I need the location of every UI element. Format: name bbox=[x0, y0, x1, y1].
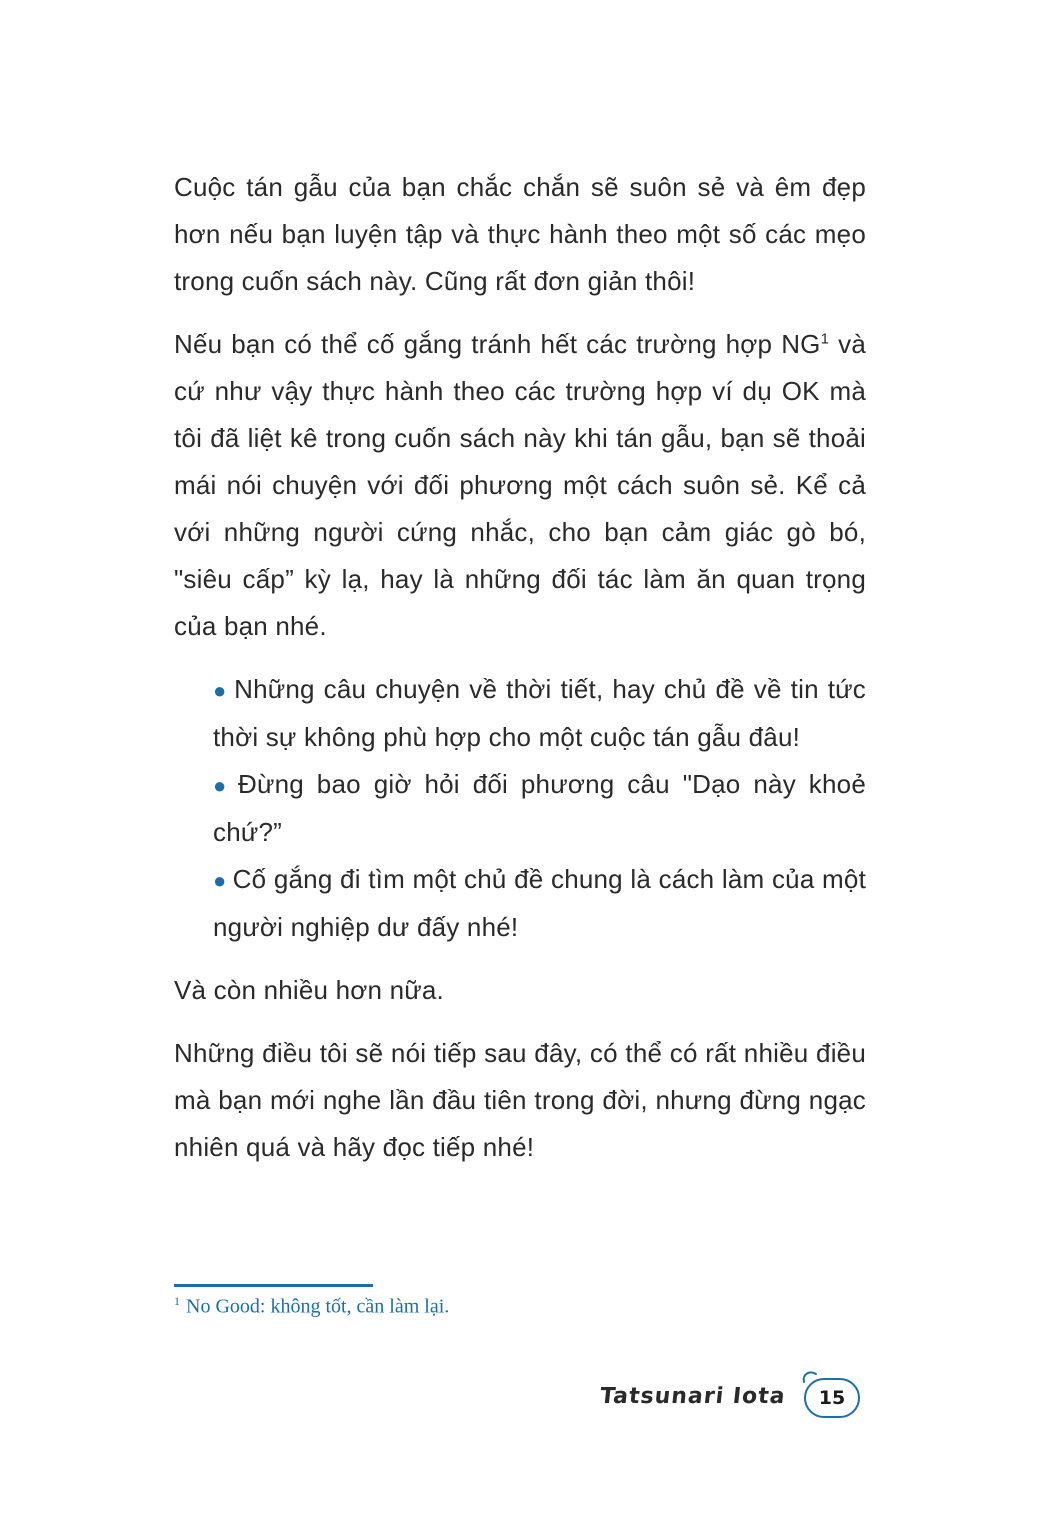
list-item-text: Đừng bao giờ hỏi đối phương câu "Dạo này khoẻ chứ?” bbox=[213, 769, 866, 847]
paragraph-ng-lead: Nếu bạn có thể cố gắng tránh hết các trường hợp NG bbox=[174, 329, 821, 359]
bullet-icon: ● bbox=[213, 868, 227, 893]
paragraph-more: Và còn nhiều hơn nữa. bbox=[174, 975, 444, 1005]
bullet-icon: ● bbox=[213, 773, 232, 798]
tips-list bbox=[174, 666, 866, 951]
page-number: 15 bbox=[818, 1387, 846, 1409]
footnote-ref[interactable]: 1 bbox=[820, 330, 830, 348]
footnote-divider bbox=[174, 1284, 373, 1287]
page-number-badge bbox=[804, 1378, 860, 1418]
footnote bbox=[174, 1294, 449, 1319]
paragraph-intro: Cuộc tán gẫu của bạn chắc chắn sẽ suôn sẻ và êm đẹp hơn nếu bạn luyện tập và thực hành theo một số các mẹo trong cuốn sách này. Cũng rất đơn giản thôi! bbox=[174, 172, 866, 296]
list-item-text: Những câu chuyện về thời tiết, hay chủ đề về tin tức thời sự không phù hợp cho một cuộc tán gẫu đâu! bbox=[213, 674, 866, 752]
page-body bbox=[174, 164, 866, 1187]
paragraph-ng-rest: và cứ như vậy thực hành theo các trường hợp ví dụ OK mà tôi đã liệt kê trong cuốn sách này khi tán gẫu, bạn sẽ thoải mái nói chuyện với đối phương một cách suôn sẻ. Kể cả với những người cứng nhắc, cho bạn cảm giác gò bó, "siêu cấp” kỳ lạ, hay là những đối tác làm ăn quan trọng của bạn nhé. bbox=[174, 329, 866, 641]
paragraph-ng bbox=[174, 321, 866, 650]
list-item bbox=[213, 856, 866, 951]
running-footer-author: Tatsunari Iota bbox=[599, 1384, 788, 1409]
paragraph-outro: Những điều tôi sẽ nói tiếp sau đây, có thể có rất nhiều điều mà bạn mới nghe lần đầu tiên trong đời, nhưng đừng ngạc nhiên quá và hãy đọc tiếp nhé! bbox=[174, 1038, 866, 1162]
list-item bbox=[213, 761, 866, 856]
bullet-icon: ● bbox=[213, 678, 229, 703]
list-item-text: Cố gắng đi tìm một chủ đề chung là cách làm của một người nghiệp dư đấy nhé! bbox=[213, 864, 866, 942]
footnote-text: No Good: không tốt, cần làm lại. bbox=[186, 1295, 450, 1318]
list-item bbox=[213, 666, 866, 761]
footnote-number: 1 bbox=[174, 1294, 180, 1308]
